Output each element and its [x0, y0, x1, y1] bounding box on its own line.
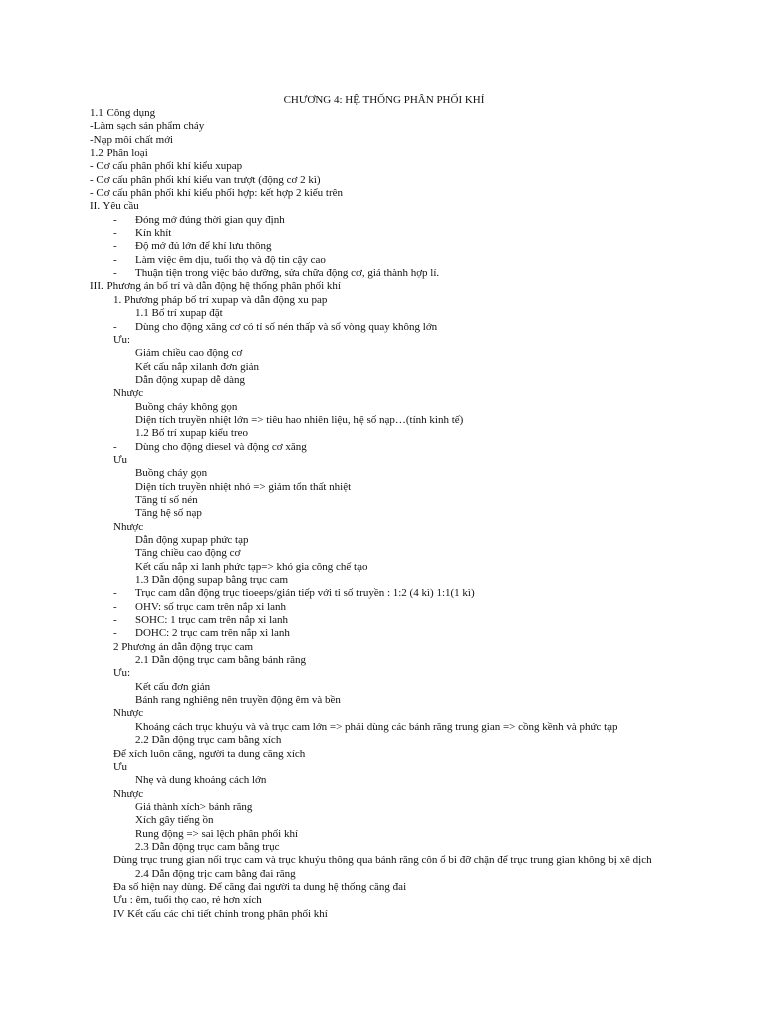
bullet-line: [0, 321, 768, 334]
line-text: -Nạp môi chất mới: [90, 133, 174, 146]
text-line: [0, 107, 768, 120]
text-line: [0, 667, 768, 680]
dash-bullet: -: [113, 440, 117, 453]
text-line: [0, 361, 768, 374]
line-text: DOHC: 2 trục cam trên nắp xi lanh: [135, 627, 290, 640]
text-line: [0, 801, 768, 814]
line-text: 1. Phương pháp bố trí xupap và dẫn động xu pap: [113, 293, 328, 306]
line-text: Dùng cho động diesel và động cơ xăng: [135, 440, 307, 453]
line-text: Nhược: [113, 707, 144, 720]
line-text: 1.1 Công dụng: [90, 107, 156, 119]
line-text: Độ mở đủ lớn để khí lưu thông: [135, 240, 272, 253]
line-text: Dùng trục trung gian nối trục cam và trục khuỷu thông qua bánh răng côn ổ bi đỡ chặn để trục trung gian không bị xê dịch: [113, 854, 652, 867]
text-line: [0, 160, 768, 173]
text-line: [0, 761, 768, 774]
text-line: [0, 481, 768, 494]
text-line: [0, 307, 768, 320]
dash-bullet: -: [113, 320, 117, 333]
text-line: [0, 427, 768, 440]
line-text: Đa số hiện nay dùng. Để căng đai người ta dung hệ thống căng đai: [113, 880, 407, 893]
text-line: [0, 454, 768, 467]
line-text: Đóng mở đúng thời gian quy định: [135, 213, 285, 226]
text-line: [0, 788, 768, 801]
text-line: [0, 187, 768, 200]
text-line: [0, 494, 768, 507]
bullet-line: [0, 214, 768, 227]
bullet-line: [0, 587, 768, 600]
line-text: Ưu:: [113, 333, 131, 346]
line-text: Để xích luôn căng, người ta dung căng xích: [113, 747, 306, 760]
text-line: [0, 134, 768, 147]
text-line: [0, 881, 768, 894]
text-line: [0, 854, 768, 867]
dash-bullet: -: [113, 227, 117, 240]
text-line: [0, 414, 768, 427]
text-line: [0, 707, 768, 720]
dash-bullet: -: [113, 587, 117, 600]
line-text: Dẫn động xupap dễ dàng: [135, 373, 245, 386]
dash-bullet: -: [113, 267, 117, 280]
text-line: [0, 908, 768, 921]
line-text: Trục cam dẫn động trục tioeeps/gián tiếp với tỉ số truyền : 1:2 (4 kì) 1:1(1 kì): [135, 587, 475, 600]
line-text: 1.1 Bố trí xupap đặt: [135, 307, 223, 320]
text-line: [0, 561, 768, 574]
text-line: [0, 547, 768, 560]
dash-bullet: -: [113, 240, 117, 253]
text-line: [0, 401, 768, 414]
line-text: III. Phương án bố trí và dẫn động hệ thống phân phối khí: [90, 280, 341, 293]
text-line: [0, 334, 768, 347]
line-text: Tăng hệ số nạp: [135, 507, 202, 520]
line-text: 2 Phương án dẫn động trục cam: [113, 640, 254, 653]
line-text: IV Kết cấu các chi tiết chính trong phân phối khí: [113, 907, 328, 920]
bullet-line: [0, 240, 768, 253]
line-text: Buồng cháy gọn: [135, 467, 208, 480]
line-text: Nhẹ và dung khoảng cách lớn: [135, 774, 267, 787]
text-line: [0, 734, 768, 747]
line-text: Khoảng cách trục khuỷu và và trục cam lớn => phải dùng các bánh răng trung gian => cồng kềnh và phức tạp: [135, 720, 618, 733]
dash-bullet: -: [113, 253, 117, 266]
text-line: [0, 534, 768, 547]
line-text: Nhược: [113, 520, 144, 533]
line-text: Diện tích truyền nhiệt nhỏ => giảm tổn thất nhiệt: [135, 480, 352, 493]
line-text: - Cơ cấu phân phối khí kiểu xupap: [90, 160, 243, 173]
line-text: Ưu:: [113, 667, 131, 680]
line-text: Diện tích truyền nhiệt lớn => tiêu hao nhiên liệu, hệ số nạp…(tính kinh tế): [135, 413, 464, 426]
bullet-line: [0, 441, 768, 454]
line-text: Kết cấu nắp xilanh đơn giản: [135, 360, 260, 373]
text-line: [0, 748, 768, 761]
line-text: Ưu : êm, tuổi thọ cao, rẻ hơn xích: [113, 894, 262, 907]
bullet-line: [0, 614, 768, 627]
text-line: [0, 120, 768, 133]
line-text: Kết cấu đơn giản: [135, 680, 211, 693]
line-text: 2.2 Dẫn động trục cam bằng xích: [135, 734, 282, 747]
line-text: Nhược: [113, 387, 144, 400]
text-line: [0, 507, 768, 520]
line-text: 2.3 Dẫn động trục cam bằng trục: [135, 840, 280, 853]
line-text: Ưu: [113, 453, 128, 466]
text-line: [0, 347, 768, 360]
line-text: 2.4 Dẫn động trịc cam bằng đai răng: [135, 867, 296, 880]
line-text: Xích gây tiếng ồn: [135, 814, 214, 827]
line-text: Dùng cho động xăng cơ có tỉ số nén thấp và số vòng quay không lớn: [135, 320, 438, 333]
text-line: [0, 200, 768, 213]
text-line: [0, 574, 768, 587]
line-text: 2.1 Dẫn động trục cam bằng bánh răng: [135, 654, 307, 667]
line-text: OHV: số trục cam trên nắp xi lanh: [135, 600, 287, 613]
text-line: [0, 654, 768, 667]
text-line: [0, 774, 768, 787]
line-text: Nhược: [113, 787, 144, 800]
line-text: Kín khít: [135, 227, 172, 240]
line-text: SOHC: 1 trục cam trên nắp xi lanh: [135, 614, 289, 627]
text-line: [0, 868, 768, 881]
line-text: Giảm chiều cao động cơ: [135, 347, 243, 360]
line-text: Dẫn động xupap phức tạp: [135, 534, 249, 546]
dash-bullet: -: [113, 600, 117, 613]
line-text: Làm việc êm dịu, tuổi thọ và độ tin cậy cao: [135, 253, 326, 266]
line-text: Ưu: [113, 760, 128, 773]
document-body: [0, 107, 768, 921]
text-line: [0, 814, 768, 827]
line-text: -Làm sạch sản phẩm cháy: [90, 120, 205, 133]
text-line: [0, 467, 768, 480]
bullet-line: [0, 227, 768, 240]
text-line: [0, 894, 768, 907]
line-text: 1.2 Bố trí xupap kiểu treo: [135, 427, 249, 440]
line-text: Tăng tỉ số nén: [135, 493, 198, 506]
line-text: Tăng chiều cao động cơ: [135, 547, 241, 560]
dash-bullet: -: [113, 627, 117, 640]
text-line: [0, 681, 768, 694]
text-line: [0, 294, 768, 307]
line-text: Rung động => sai lệch phân phối khí: [135, 827, 299, 840]
line-text: 1.3 Dẫn động supap bằng trục cam: [135, 574, 289, 587]
line-text: Giá thành xích> bánh răng: [135, 800, 253, 813]
line-text: Kết cấu nắp xi lanh phức tạp=> khó gia công chế tạo: [135, 560, 368, 573]
text-line: [0, 694, 768, 707]
text-line: [0, 641, 768, 654]
line-text: 1.2 Phân loại: [90, 147, 148, 160]
text-line: [0, 147, 768, 160]
bullet-line: [0, 267, 768, 280]
line-text: - Cơ cấu phân phối khí kiểu phối hợp: kết hợp 2 kiểu trên: [90, 187, 343, 200]
line-text: II. Yêu cầu: [90, 200, 139, 213]
line-text: - Cơ cấu phân phối khí kiểu van trượt (động cơ 2 kì): [90, 173, 321, 186]
text-line: [0, 721, 768, 734]
line-text: Thuận tiện trong việc bảo dưỡng, sửa chữa động cơ, giá thành hợp lí.: [135, 267, 440, 280]
line-text: Bánh rang nghiêng nên truyền động êm và bền: [135, 694, 341, 707]
text-line: [0, 374, 768, 387]
text-line: [0, 387, 768, 400]
line-text: Buồng cháy không gọn: [135, 400, 238, 413]
chapter-title: CHƯƠNG 4: HỆ THỐNG PHÂN PHỐI KHÍ: [283, 94, 485, 106]
dash-bullet: -: [113, 614, 117, 627]
bullet-line: [0, 627, 768, 640]
text-line: [0, 828, 768, 841]
text-line: [0, 174, 768, 187]
text-line: [0, 280, 768, 293]
text-line: [0, 521, 768, 534]
dash-bullet: -: [113, 213, 117, 226]
text-line: [0, 841, 768, 854]
bullet-line: [0, 254, 768, 267]
bullet-line: [0, 601, 768, 614]
